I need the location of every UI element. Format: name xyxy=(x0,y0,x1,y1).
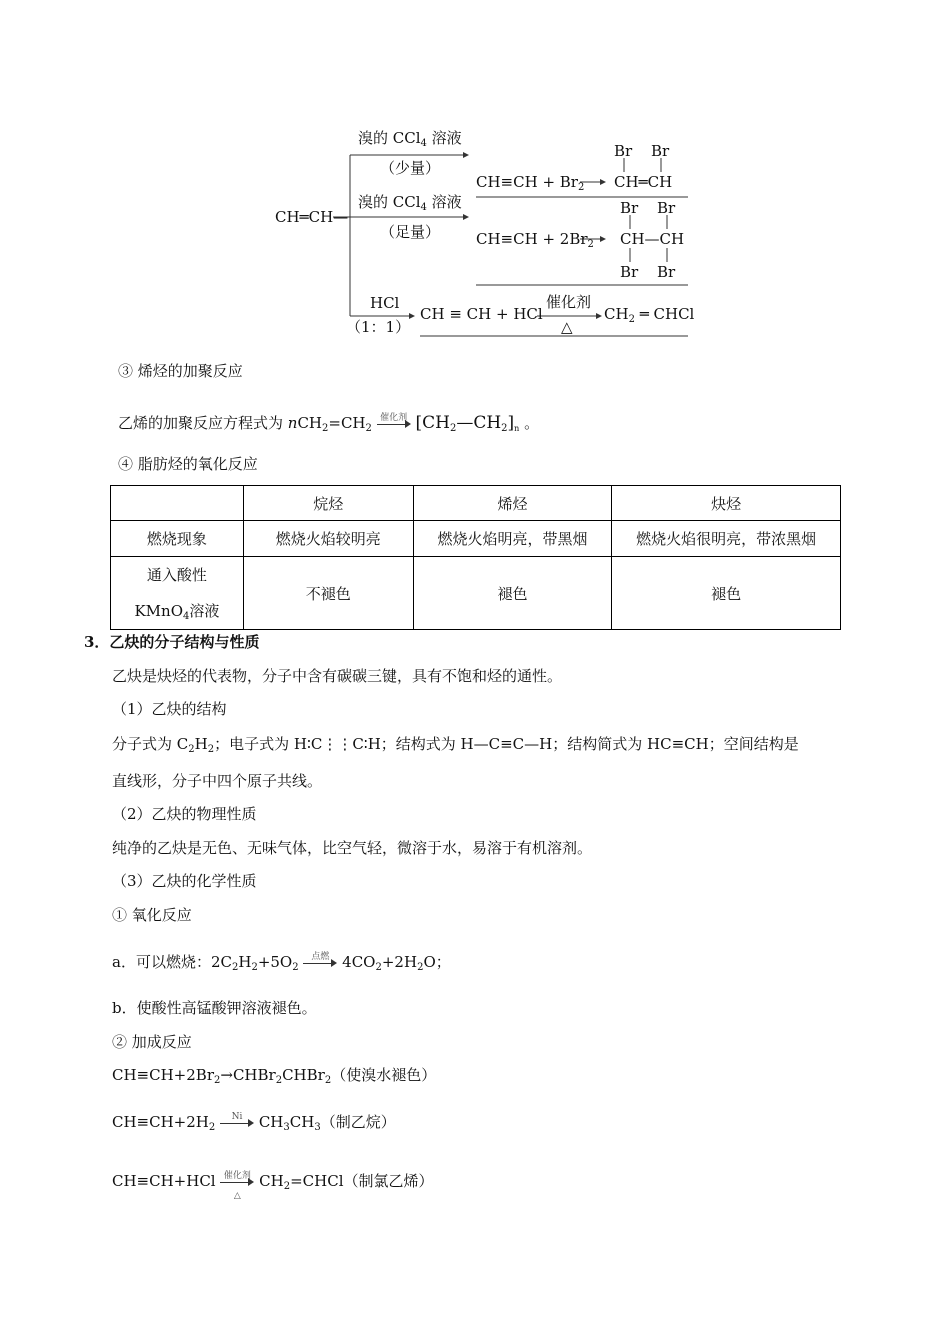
branch2-reagent: 溴的 CCl$_4$ 溶液 xyxy=(358,193,462,213)
branch3-catalyst: 催化剂 xyxy=(546,293,592,311)
diagram-lines xyxy=(0,0,950,345)
table-cell: 褪色 xyxy=(612,557,841,630)
table-header xyxy=(111,486,244,521)
branch2-br-bot1: Br xyxy=(620,263,639,281)
branch3-product: $CH_2$ ═ CHCl xyxy=(604,305,695,325)
section3-title: 3．乙炔的分子结构与性质 xyxy=(84,633,260,651)
branch3-heat: △ xyxy=(561,318,573,336)
table-cell: 褪色 xyxy=(413,557,612,630)
oxidation-table xyxy=(110,485,841,630)
branch3-equation: CH ≡ CH + HCl xyxy=(420,305,543,323)
branch2-amount: （足量） xyxy=(380,223,441,241)
table-cell: 燃烧火焰明亮，带黑烟 xyxy=(413,521,612,557)
addition-title: ② 加成反应 xyxy=(112,1033,192,1051)
poly-equation: 乙烯的加聚反应方程式为 $nCH_2=CH_2$ 催化剂 $[CH_2—CH_2]_n$ 。 xyxy=(118,413,540,434)
kmno4-line: b．使酸性高锰酸钾溶液褪色。 xyxy=(112,999,317,1017)
branch2-br-top2: Br xyxy=(657,199,676,217)
table-cell: 不褪色 xyxy=(243,557,413,630)
table-header: 烯烃 xyxy=(413,486,612,521)
branch1-product: CH═CH xyxy=(614,173,673,191)
branch1-br1: Br xyxy=(614,142,633,160)
table-row xyxy=(111,521,841,557)
addition-bromine: $CH\equiv CH+2Br_2\to CHBr_2CHBr_2$（使溴水褪色） xyxy=(112,1066,437,1086)
oxidation-section-title: ④ 脂肪烃的氧化反应 xyxy=(118,455,258,473)
branch2-br-bot2: Br xyxy=(657,263,676,281)
table-header: 烷烃 xyxy=(243,486,413,521)
branch2-equation: $CH\equiv CH + 2Br_2$ xyxy=(476,230,594,250)
subsection-physical: （2）乙炔的物理性质 xyxy=(112,805,257,823)
subsection-structure: （1）乙炔的结构 xyxy=(112,700,227,718)
table-cell: 燃烧火焰很明亮，带浓黑烟 xyxy=(612,521,841,557)
table-header-row xyxy=(111,486,841,521)
table-row xyxy=(111,557,841,630)
branch1-br2: Br xyxy=(651,142,670,160)
intro-paragraph: 乙炔是炔烃的代表物，分子中含有碳碳三键，具有不饱和烃的通性。 xyxy=(112,667,563,685)
structure-line2: 直线形，分子中四个原子共线。 xyxy=(112,772,323,790)
branch2-br-top1: Br xyxy=(620,199,639,217)
nickel-arrow: Ni xyxy=(220,1113,254,1133)
branch2-product: CH—CH xyxy=(620,230,685,248)
addition-hydrogen: $CH\equiv CH+2H_2$ Ni $CH_3CH_3$（制乙烷） xyxy=(112,1112,396,1133)
oxidation-title: ① 氧化反应 xyxy=(112,906,192,924)
addition-hcl: CH≡CH+HCl 催化剂 △ $CH_2=CHCl$（制氯乙烯） xyxy=(112,1171,434,1201)
catalyst-arrow: 催化剂 xyxy=(377,414,411,434)
branch3-ratio: （1：1） xyxy=(346,318,411,336)
structure-line1: 分子式为 $C_2H_2$；电子式为 H∶C⋮⋮C∶H；结构式为 H—C≡C—H；结构简式为 HC≡CH；空间结构是 xyxy=(112,735,799,755)
poly-section-title: ③ 烯烃的加聚反应 xyxy=(118,362,243,380)
branch1-reagent: 溴的 CCl$_4$ 溶液 xyxy=(358,129,462,149)
table-header: 炔烃 xyxy=(612,486,841,521)
ignite-arrow: 点燃 xyxy=(303,953,337,973)
table-cell: 通入酸性 KMnO$_4$溶液 xyxy=(111,557,244,630)
physical-paragraph: 纯净的乙炔是无色、无味气体，比空气轻，微溶于水，易溶于有机溶剂。 xyxy=(112,839,593,857)
table-cell: 燃烧现象 xyxy=(111,521,244,557)
branch1-equation: $CH\equiv CH + Br_2$ xyxy=(476,173,585,193)
table-cell: 燃烧火焰较明亮 xyxy=(243,521,413,557)
branch3-reagent: HCl xyxy=(370,294,400,312)
catalyst-heat-arrow: 催化剂 △ xyxy=(220,1172,254,1192)
combustion-equation: a．可以燃烧：$2C_2H_2+5O_2$ 点燃 $4CO_2+2H_2O$； xyxy=(112,952,451,973)
subsection-chemical: （3）乙炔的化学性质 xyxy=(112,872,257,890)
branch1-amount: （少量） xyxy=(380,159,441,177)
reactant-label: CH═CH— xyxy=(275,208,349,226)
